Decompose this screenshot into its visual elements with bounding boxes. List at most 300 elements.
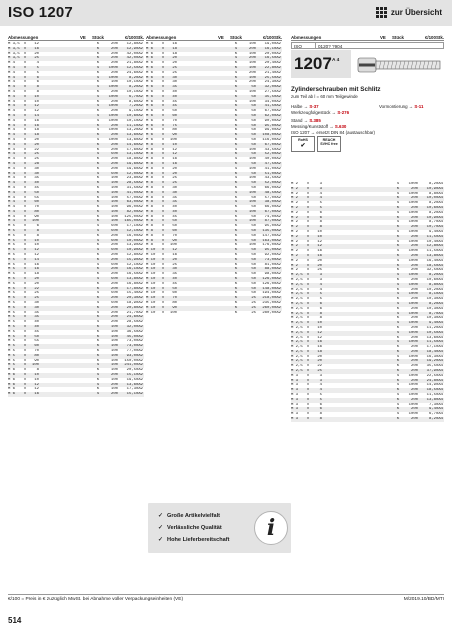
price: 24,60A2 (126, 70, 143, 75)
times-sign: x (161, 80, 165, 85)
ve-code: S (396, 402, 400, 407)
length: 100 (169, 137, 177, 142)
price: 13,80A4 (426, 253, 443, 258)
price: 40,00A2 (264, 157, 281, 162)
piece-count: 200 (110, 161, 118, 166)
ve-code: S (96, 291, 100, 296)
piece-count: 500 (110, 301, 118, 306)
length: 10 (34, 372, 39, 377)
thread-size: M 6 (146, 133, 154, 138)
price: 16,10A2 (126, 267, 143, 272)
thread-size: M 2,5 (291, 325, 303, 330)
piece-count: 50 (251, 104, 256, 109)
thread-size: M 5 (8, 296, 16, 301)
ve-code: K (396, 196, 400, 201)
times-sign: x (23, 277, 27, 282)
thread-size: M 8 (146, 157, 154, 162)
rohs-badge: RoHS ✔ (291, 136, 315, 152)
ve-code: K (234, 267, 238, 272)
thread-size: M 5 (8, 353, 16, 358)
length: 35 (172, 195, 177, 200)
ve-code: S (396, 354, 400, 359)
length: 30 (172, 190, 177, 195)
length: 10 (34, 94, 39, 99)
price: 9,10A2 (128, 109, 143, 114)
price: 108,00A2 (262, 133, 281, 138)
times-sign: x (306, 325, 310, 330)
ve-code: K (234, 238, 238, 243)
price: 6,70A4 (428, 412, 443, 417)
length: 55 (34, 195, 39, 200)
length: 12 (34, 253, 39, 258)
length: 3 (319, 182, 322, 186)
thread-size: M 2 (291, 244, 299, 249)
price: 12,80A2 (126, 253, 143, 258)
price: 10,30A4 (426, 297, 443, 302)
piece-count: 100 (110, 209, 118, 214)
thread-size: M 2 (291, 229, 299, 234)
thread-size: M 5 (8, 325, 16, 330)
length: 12 (34, 387, 39, 392)
piece-count: 1000 (108, 118, 118, 123)
length: 45 (172, 99, 177, 104)
thread-size: M 10 (146, 286, 156, 291)
piece-count: 100 (248, 89, 256, 94)
length: 60 (172, 113, 177, 118)
price: 218,00A2 (262, 296, 281, 301)
ve-code: K (396, 388, 400, 393)
piece-count: 100 (110, 325, 118, 330)
thread-size: M 2 (291, 191, 299, 196)
price: 150,00A2 (124, 358, 143, 363)
ve-code: S (396, 229, 400, 234)
ve-code: S (96, 277, 100, 282)
piece-count: 1000 (408, 210, 418, 215)
price: 15,90A2 (126, 257, 143, 262)
price: 10,00A4 (426, 196, 443, 201)
length: 16 (317, 340, 322, 345)
thread-size: M 8 (146, 205, 154, 210)
length: 50 (172, 109, 177, 114)
thread-size: M 4 (8, 65, 16, 70)
times-sign: x (23, 219, 27, 224)
ve-code: K (96, 286, 100, 291)
thread-size: M 8 (146, 219, 154, 224)
piece-count: 50 (251, 214, 256, 219)
reference-line: Halbe → S-37 (291, 104, 319, 109)
price: 10,10A2 (126, 118, 143, 123)
piece-count: 1000 (408, 249, 418, 254)
price: 16,40A4 (426, 258, 443, 263)
ve-code: K (234, 94, 238, 99)
length: 28 (34, 161, 39, 166)
price: 23,80A2 (126, 176, 143, 181)
times-sign: x (306, 277, 310, 282)
times-sign: x (161, 262, 165, 267)
ve-code: S (396, 273, 400, 278)
times-sign: x (161, 219, 165, 224)
ve-code: K (234, 185, 238, 190)
piece-count: 200 (110, 305, 118, 310)
thread-size: M 5 (8, 349, 16, 353)
length: 8 (319, 316, 322, 321)
ve-code: S (234, 46, 238, 51)
thread-size: M 5 (8, 286, 16, 291)
ve-code: S (96, 382, 100, 387)
thread-size: M 5 (8, 281, 16, 286)
ve-code: S (96, 65, 100, 70)
thread-size: M 8 (146, 243, 154, 248)
ve-code: K (96, 99, 100, 104)
price: 17,10A2 (126, 224, 143, 229)
length: 12 (172, 147, 177, 152)
times-sign: x (161, 70, 165, 75)
times-sign: x (161, 104, 165, 109)
piece-count: 500 (110, 171, 118, 176)
ve-code: K (96, 329, 100, 334)
length: 6 (319, 407, 322, 412)
piece-count: 100 (248, 157, 256, 162)
length: 20 (317, 258, 322, 263)
thread-size: M 2 (291, 196, 299, 201)
times-sign: x (23, 286, 27, 291)
times-sign: x (23, 363, 27, 368)
ve-code: K (96, 147, 100, 152)
thread-size: M 6 (8, 372, 16, 377)
thread-size: M 8 (146, 214, 154, 219)
ve-code: K (234, 109, 238, 114)
thread-size: M 2 (291, 182, 299, 186)
cheese-head-screw-icon (357, 56, 443, 74)
times-sign: x (306, 244, 310, 249)
price: 9,40A4 (428, 321, 443, 326)
price: 38,00A2 (264, 200, 281, 205)
times-sign: x (161, 209, 165, 214)
piece-count: 50 (251, 94, 256, 99)
price: 13,20A2 (126, 128, 143, 133)
times-sign: x (306, 417, 310, 422)
piece-count: 100 (248, 209, 256, 214)
times-sign: x (306, 210, 310, 215)
thread-size: M 6 (146, 70, 154, 75)
ve-code: S (396, 258, 400, 263)
page-reference-link[interactable]: S-276 (337, 110, 350, 115)
ve-code: K (234, 75, 238, 80)
reference-line: ISO 1207 → ersetzt DIN 84 (austauschbar) (291, 130, 375, 135)
piece-count: 100 (110, 205, 118, 210)
piece-count: 200 (410, 335, 418, 340)
times-sign: x (306, 186, 310, 191)
price: 163,00A2 (262, 238, 281, 243)
piece-count: 200 (110, 61, 118, 66)
thread-size: M 2,5 (291, 330, 303, 335)
length: 40 (172, 205, 177, 210)
times-sign: x (23, 267, 27, 272)
length: 16 (172, 161, 177, 166)
length: 90 (34, 214, 39, 219)
thread-size: M 5 (8, 363, 16, 368)
length: 12 (172, 248, 177, 253)
ve-code: K (96, 161, 100, 166)
price: 10,90A4 (426, 215, 443, 220)
length: 80 (172, 128, 177, 133)
times-sign: x (23, 185, 27, 190)
price: 16,10A2 (264, 46, 281, 51)
ve-code: K (396, 359, 400, 364)
piece-count: 100 (110, 339, 118, 344)
price: 74,00A2 (264, 214, 281, 219)
thread-size: M 4 (8, 104, 16, 109)
piece-count: 50 (251, 109, 256, 114)
times-sign: x (23, 329, 27, 334)
times-sign: x (23, 42, 27, 46)
length: 45 (172, 104, 177, 109)
times-sign: x (23, 166, 27, 171)
ve-code: K (96, 214, 100, 219)
times-sign: x (23, 190, 27, 195)
times-sign: x (161, 142, 165, 147)
thread-size: M 4 (8, 195, 16, 200)
times-sign: x (23, 358, 27, 363)
price: 96,00A2 (126, 205, 143, 210)
product-subtitle: zum Teil ab l = 60 mm Teilgewinde (291, 94, 358, 99)
thread-size: M 3 (291, 402, 299, 407)
ve-code: S (396, 239, 400, 244)
ve-code: K (96, 176, 100, 181)
piece-count: 200 (110, 392, 118, 397)
price: 7,30A4 (428, 402, 443, 407)
grid-icon (376, 7, 387, 18)
thread-size: M 3 (291, 378, 299, 383)
piece-count: 200 (110, 382, 118, 387)
ve-code: S (234, 219, 238, 224)
page-reference-link[interactable]: S.630 (334, 124, 347, 129)
thread-size: M 2 (291, 210, 299, 215)
price: 10,60A2 (126, 113, 143, 118)
price: 10,90A4 (426, 186, 443, 191)
price: 11,50A4 (426, 234, 443, 239)
times-sign: x (23, 195, 27, 200)
thread-size: M 4 (8, 147, 16, 152)
piece-count: 100 (248, 99, 256, 104)
times-sign: x (161, 166, 165, 171)
price: 10,10A2 (126, 80, 143, 85)
thread-size: M 8 (146, 190, 154, 195)
piece-count: 1000 (408, 301, 418, 306)
thread-size: M 4 (8, 185, 16, 190)
price: 87,00A2 (264, 219, 281, 224)
ve-code: K (96, 89, 100, 94)
thread-size: M 2,5 (291, 306, 303, 311)
piece-count: 200 (110, 243, 118, 248)
length: 100 (31, 363, 39, 368)
price: 12,50A2 (126, 65, 143, 70)
length: 30 (172, 267, 177, 272)
length: 12 (317, 335, 322, 340)
thread-size: M 6 (8, 368, 16, 373)
times-sign: x (23, 372, 27, 377)
page-reference-link[interactable]: S-11 (414, 104, 424, 109)
thread-size: M 5 (8, 301, 16, 306)
price: 10,70A4 (426, 225, 443, 230)
times-sign: x (161, 176, 165, 181)
times-sign: x (161, 56, 165, 61)
piece-count: 1000 (408, 282, 418, 287)
piece-count: 200 (110, 253, 118, 258)
price: 126,00A2 (262, 281, 281, 286)
times-sign: x (161, 128, 165, 133)
thread-size: M 2 (291, 249, 299, 254)
length: 40 (34, 181, 39, 186)
piece-count: 200 (110, 315, 118, 320)
times-sign: x (161, 94, 165, 99)
piece-count: 500 (110, 152, 118, 157)
length: 12 (317, 330, 322, 335)
price-footnote: €/100 = Preis in € zuzüglich MwSt. bei Abnahme voller Verpackungseinheiten (VE) (8, 597, 184, 602)
spacer (177, 311, 232, 316)
times-sign: x (23, 171, 27, 176)
thread-size: M 5 (8, 229, 16, 234)
price: 92,00A2 (264, 253, 281, 258)
price: 10,20A4 (426, 287, 443, 292)
length: 40 (172, 94, 177, 99)
times-sign: x (23, 349, 27, 353)
page-reference-link[interactable]: S.385 (309, 118, 321, 123)
thread-size: M 2 (291, 220, 299, 225)
ve-code: K (96, 166, 100, 171)
price: 13,10A2 (126, 152, 143, 157)
length: 16 (317, 249, 322, 254)
thread-size: M 6 (146, 56, 154, 61)
thread-size: M 5 (8, 267, 16, 272)
price: 62,00A2 (264, 113, 281, 118)
price: 8,70A4 (428, 311, 443, 316)
piece-count: 500 (110, 291, 118, 296)
thread-size: M 6 (146, 80, 154, 85)
piece-count: 50 (251, 233, 256, 238)
piece-count: 500 (110, 277, 118, 282)
length: 20 (34, 281, 39, 286)
ve-code: K (396, 287, 400, 292)
times-sign: x (161, 113, 165, 118)
header-ve: VE (218, 35, 224, 40)
thread-size: M 2,5 (291, 273, 303, 278)
ve-code: K (396, 407, 400, 412)
ve-code: S (96, 262, 100, 267)
piece-count: 200 (110, 99, 118, 104)
thread-size: M 2 (291, 215, 299, 220)
times-sign: x (306, 345, 310, 350)
ve-code: S (234, 200, 238, 205)
price: 57,00A2 (264, 195, 281, 200)
ve-code: S (234, 70, 238, 75)
ve-code: S (396, 182, 400, 186)
times-sign: x (306, 196, 310, 201)
ve-code: K (234, 85, 238, 90)
length: 12 (172, 152, 177, 157)
ve-code: K (396, 244, 400, 249)
length: 25 (34, 157, 39, 162)
price: 32,00A2 (264, 85, 281, 90)
length: 90 (172, 305, 177, 310)
piece-count: 100 (110, 363, 118, 368)
piece-count: 100 (248, 42, 256, 46)
thread-size: M 4 (8, 85, 16, 90)
standard-number-box (291, 50, 351, 78)
thread-size: M 2,5 (291, 354, 303, 359)
price: 32,50A4 (426, 268, 443, 273)
ve-code: K (234, 291, 238, 296)
ve-code: K (96, 133, 100, 138)
thread-size: M 8 (146, 185, 154, 190)
length: 10 (172, 142, 177, 147)
piece-count: 200 (110, 142, 118, 147)
length: 30 (34, 305, 39, 310)
piece-count: 100 (110, 80, 118, 85)
thread-size: M 10 (146, 262, 156, 267)
price: 67,00A2 (264, 209, 281, 214)
piece-count: 100 (110, 344, 118, 349)
times-sign: x (23, 137, 27, 142)
price: 11,10A2 (126, 123, 143, 128)
ve-code: S (396, 282, 400, 287)
piece-count: 50 (251, 85, 256, 90)
thread-size: M 5 (8, 238, 16, 243)
price: 11,50A4 (426, 249, 443, 254)
ve-code: K (234, 161, 238, 166)
length: 60 (172, 229, 177, 234)
thread-size: M 8 (146, 171, 154, 176)
length: 10 (317, 325, 322, 330)
piece-count: 100 (110, 185, 118, 190)
length: 6 (36, 224, 39, 229)
times-sign: x (23, 310, 27, 315)
thread-size: M 2,5 (291, 321, 303, 326)
length: 100 (169, 243, 177, 248)
length: 4 (319, 388, 322, 393)
overview-link[interactable] (376, 7, 442, 18)
price: 14,60A2 (126, 142, 143, 147)
times-sign: x (161, 42, 165, 46)
ve-code: K (96, 205, 100, 210)
times-sign: x (306, 330, 310, 335)
price: 98,00A2 (264, 272, 281, 277)
ve-code: K (234, 253, 238, 258)
piece-count: 1000 (108, 85, 118, 90)
page-number: 514 (8, 616, 22, 625)
price: 8,70A4 (428, 220, 443, 225)
price: 28,50A2 (126, 320, 143, 325)
length: 80 (172, 301, 177, 306)
thread-size: M 8 (146, 176, 154, 181)
ve-code: K (96, 195, 100, 200)
page-reference-link[interactable]: S-37 (309, 104, 319, 109)
piece-count: 200 (110, 267, 118, 272)
times-sign: x (161, 99, 165, 104)
price: 34,00A2 (264, 99, 281, 104)
times-sign: x (23, 301, 27, 306)
table-header (146, 34, 282, 41)
price: 66,00A2 (264, 185, 281, 190)
times-sign: x (306, 321, 310, 326)
times-sign: x (23, 209, 27, 214)
length: 70 (34, 349, 39, 353)
footer-divider (8, 594, 444, 595)
times-sign: x (306, 292, 310, 297)
ve-code: K (234, 248, 238, 253)
price: 10,60A4 (426, 277, 443, 282)
thread-size: M 2,5 (291, 364, 303, 369)
